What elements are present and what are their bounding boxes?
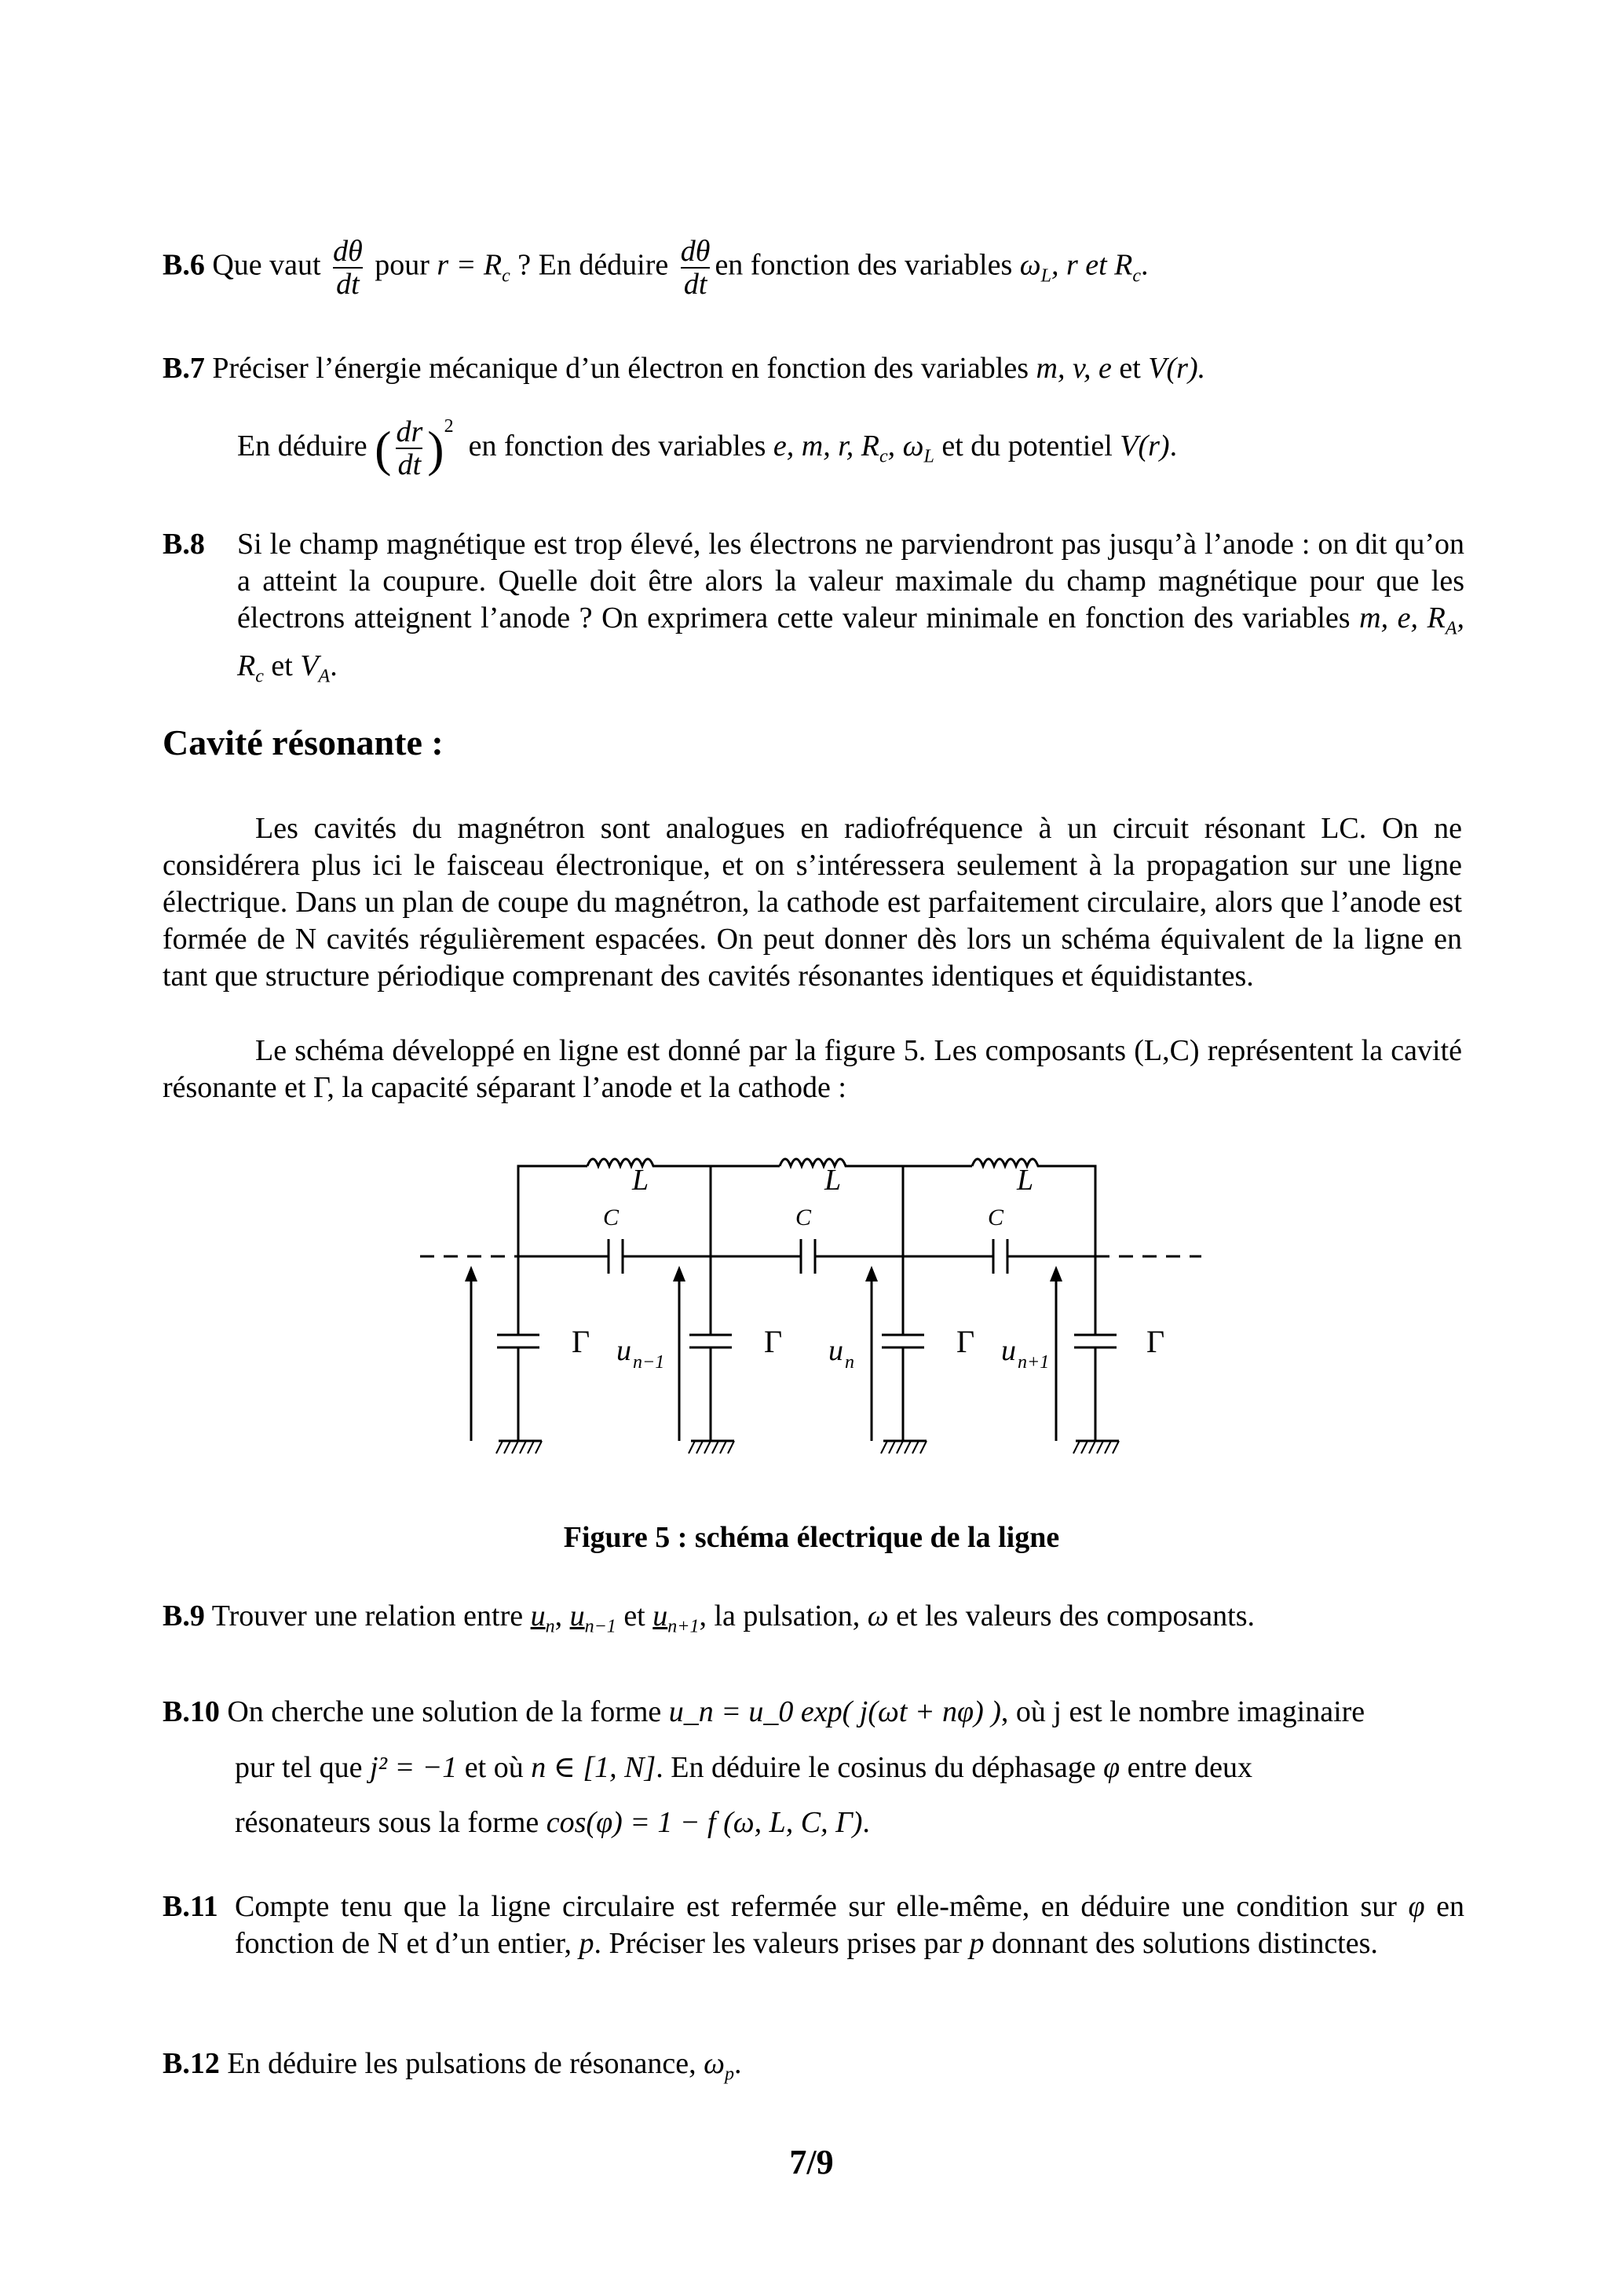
paragraph-intro: Les cavités du magnétron sont analogues en radiofréquence à un circuit résonant LC. On ne considérera plus ici le faisceau électronique, et on s’intéressera seulement à la propagation sur une ligne électrique. Dans un plan de coupe du magnétron, la cathode est parfaitement circulaire, alors que l’anode est formée de N cavités régulièrement espacées. On peut donner dès lors un schéma équivalent de la ligne en tant que structure périodique comprenant des cavités résonantes identiques et équidistantes.	[163, 812, 1462, 993]
question-number: B.11	[163, 1890, 218, 1923]
label-u-prev: u	[616, 1334, 631, 1367]
svg-text:n+1: n+1	[1018, 1352, 1050, 1373]
question-b10-line3: résonateurs sous la forme cos(φ) = 1 − f (ω, L, C, Γ).	[235, 1806, 870, 1839]
question-text: Que vaut	[212, 248, 321, 282]
question-number: B.12	[163, 2047, 220, 2080]
label-l: L	[824, 1164, 842, 1197]
label-gamma: Γ	[572, 1324, 590, 1359]
question-number: B.7	[163, 352, 205, 385]
section-title: Cavité résonante :	[163, 722, 444, 762]
label-l: L	[1017, 1164, 1034, 1197]
question-number: B.6	[163, 248, 205, 282]
question-number: B.9	[163, 1600, 205, 1632]
fraction: $\frac{d\theta}{dt}$	[680, 235, 711, 301]
label-gamma: Γ	[1146, 1324, 1165, 1359]
fraction: $\frac{dr}{dt}$	[396, 415, 423, 482]
gamma-capacitor	[1074, 1256, 1119, 1441]
circuit-diagram	[416, 1131, 1209, 1492]
label-l: L	[632, 1164, 649, 1197]
gamma-capacitor	[497, 1256, 542, 1441]
label-c: C	[988, 1205, 1004, 1230]
question-b8: B.8 Si le champ magnétique est trop élevé, les électrons ne parviendront pas jusqu’à l’anode : on dit qu’on a atteint la coupure. Quelle doit être alors la valeur maximale du champ magnétique pour que les électrons atteignent l’anode ? On exprimera cette valeur minimale en fonction des variables m, e, $R_A$, $R_c$ et $V_A$.	[163, 526, 1464, 695]
figure-caption: Figure 5 : schéma électrique de la ligne	[563, 1521, 1060, 1554]
label-u-cur: u	[828, 1334, 843, 1367]
question-b10: B.10 On cherche une solution de la forme u_n = u_0 exp( j(ωt + nφ) ), où j est le nombre imaginaire	[163, 1695, 1365, 1728]
page-number: 7/9	[789, 2143, 834, 2181]
question-b6: B.6 Que vaut $\frac{d\theta}{dt}$ pour $r = R_c$ ? En déduire $\frac{d\theta}{dt}$ en fonction des variables $\omega_L$, r et $R_c$.	[163, 235, 1149, 301]
question-number: B.10	[163, 1695, 220, 1728]
question-b12: B.12 En déduire les pulsations de résonance, $\omega_p$.	[163, 2047, 742, 2085]
question-b10-line2: pur tel que j² = −1 et où n ∈ [1, N]. En déduire le cosinus du déphasage φ entre deux	[235, 1751, 1252, 1784]
gamma-capacitor	[689, 1256, 734, 1441]
question-number: B.8	[163, 528, 205, 561]
gamma-capacitor	[882, 1256, 927, 1441]
label-gamma: Γ	[956, 1324, 975, 1359]
svg-text:n−1: n−1	[633, 1352, 665, 1373]
svg-text:n: n	[845, 1352, 854, 1373]
question-b7: B.7 Préciser l’énergie mécanique d’un électron en fonction des variables m, v, e et V(r).	[163, 352, 1206, 385]
label-gamma: Γ	[764, 1324, 783, 1359]
label-u-next: u	[1001, 1334, 1016, 1367]
label-c: C	[795, 1205, 812, 1230]
fraction: $\frac{d\theta}{dt}$	[333, 235, 363, 301]
question-b11: B.11 Compte tenu que la ligne circulaire est refermée sur elle-même, en déduire une condition sur φ en fonction de N et d’un entier, p. Préciser les valeurs prises par p donnant des solutions distinctes.	[163, 1888, 1464, 1962]
question-b9: B.9 Trouver une relation entre $u_n$, $u_{n-1}$ et $u_{n+1}$, la pulsation, ω et les valeurs des composants.	[163, 1600, 1256, 1637]
question-b7-line2: En déduire ( $\frac{dr}{dt}$ )$^2$ en fonction des variables e, m, r, $R_c$, $\omega_L$ et du potentiel V(r).	[237, 415, 1178, 482]
paragraph-figure-intro: Le schéma développé en ligne est donné par la figure 5. Les composants (L,C) représentent la cavité résonante et Γ, la capacité séparant l’anode et la cathode :	[163, 1034, 1462, 1104]
label-c: C	[603, 1205, 620, 1230]
